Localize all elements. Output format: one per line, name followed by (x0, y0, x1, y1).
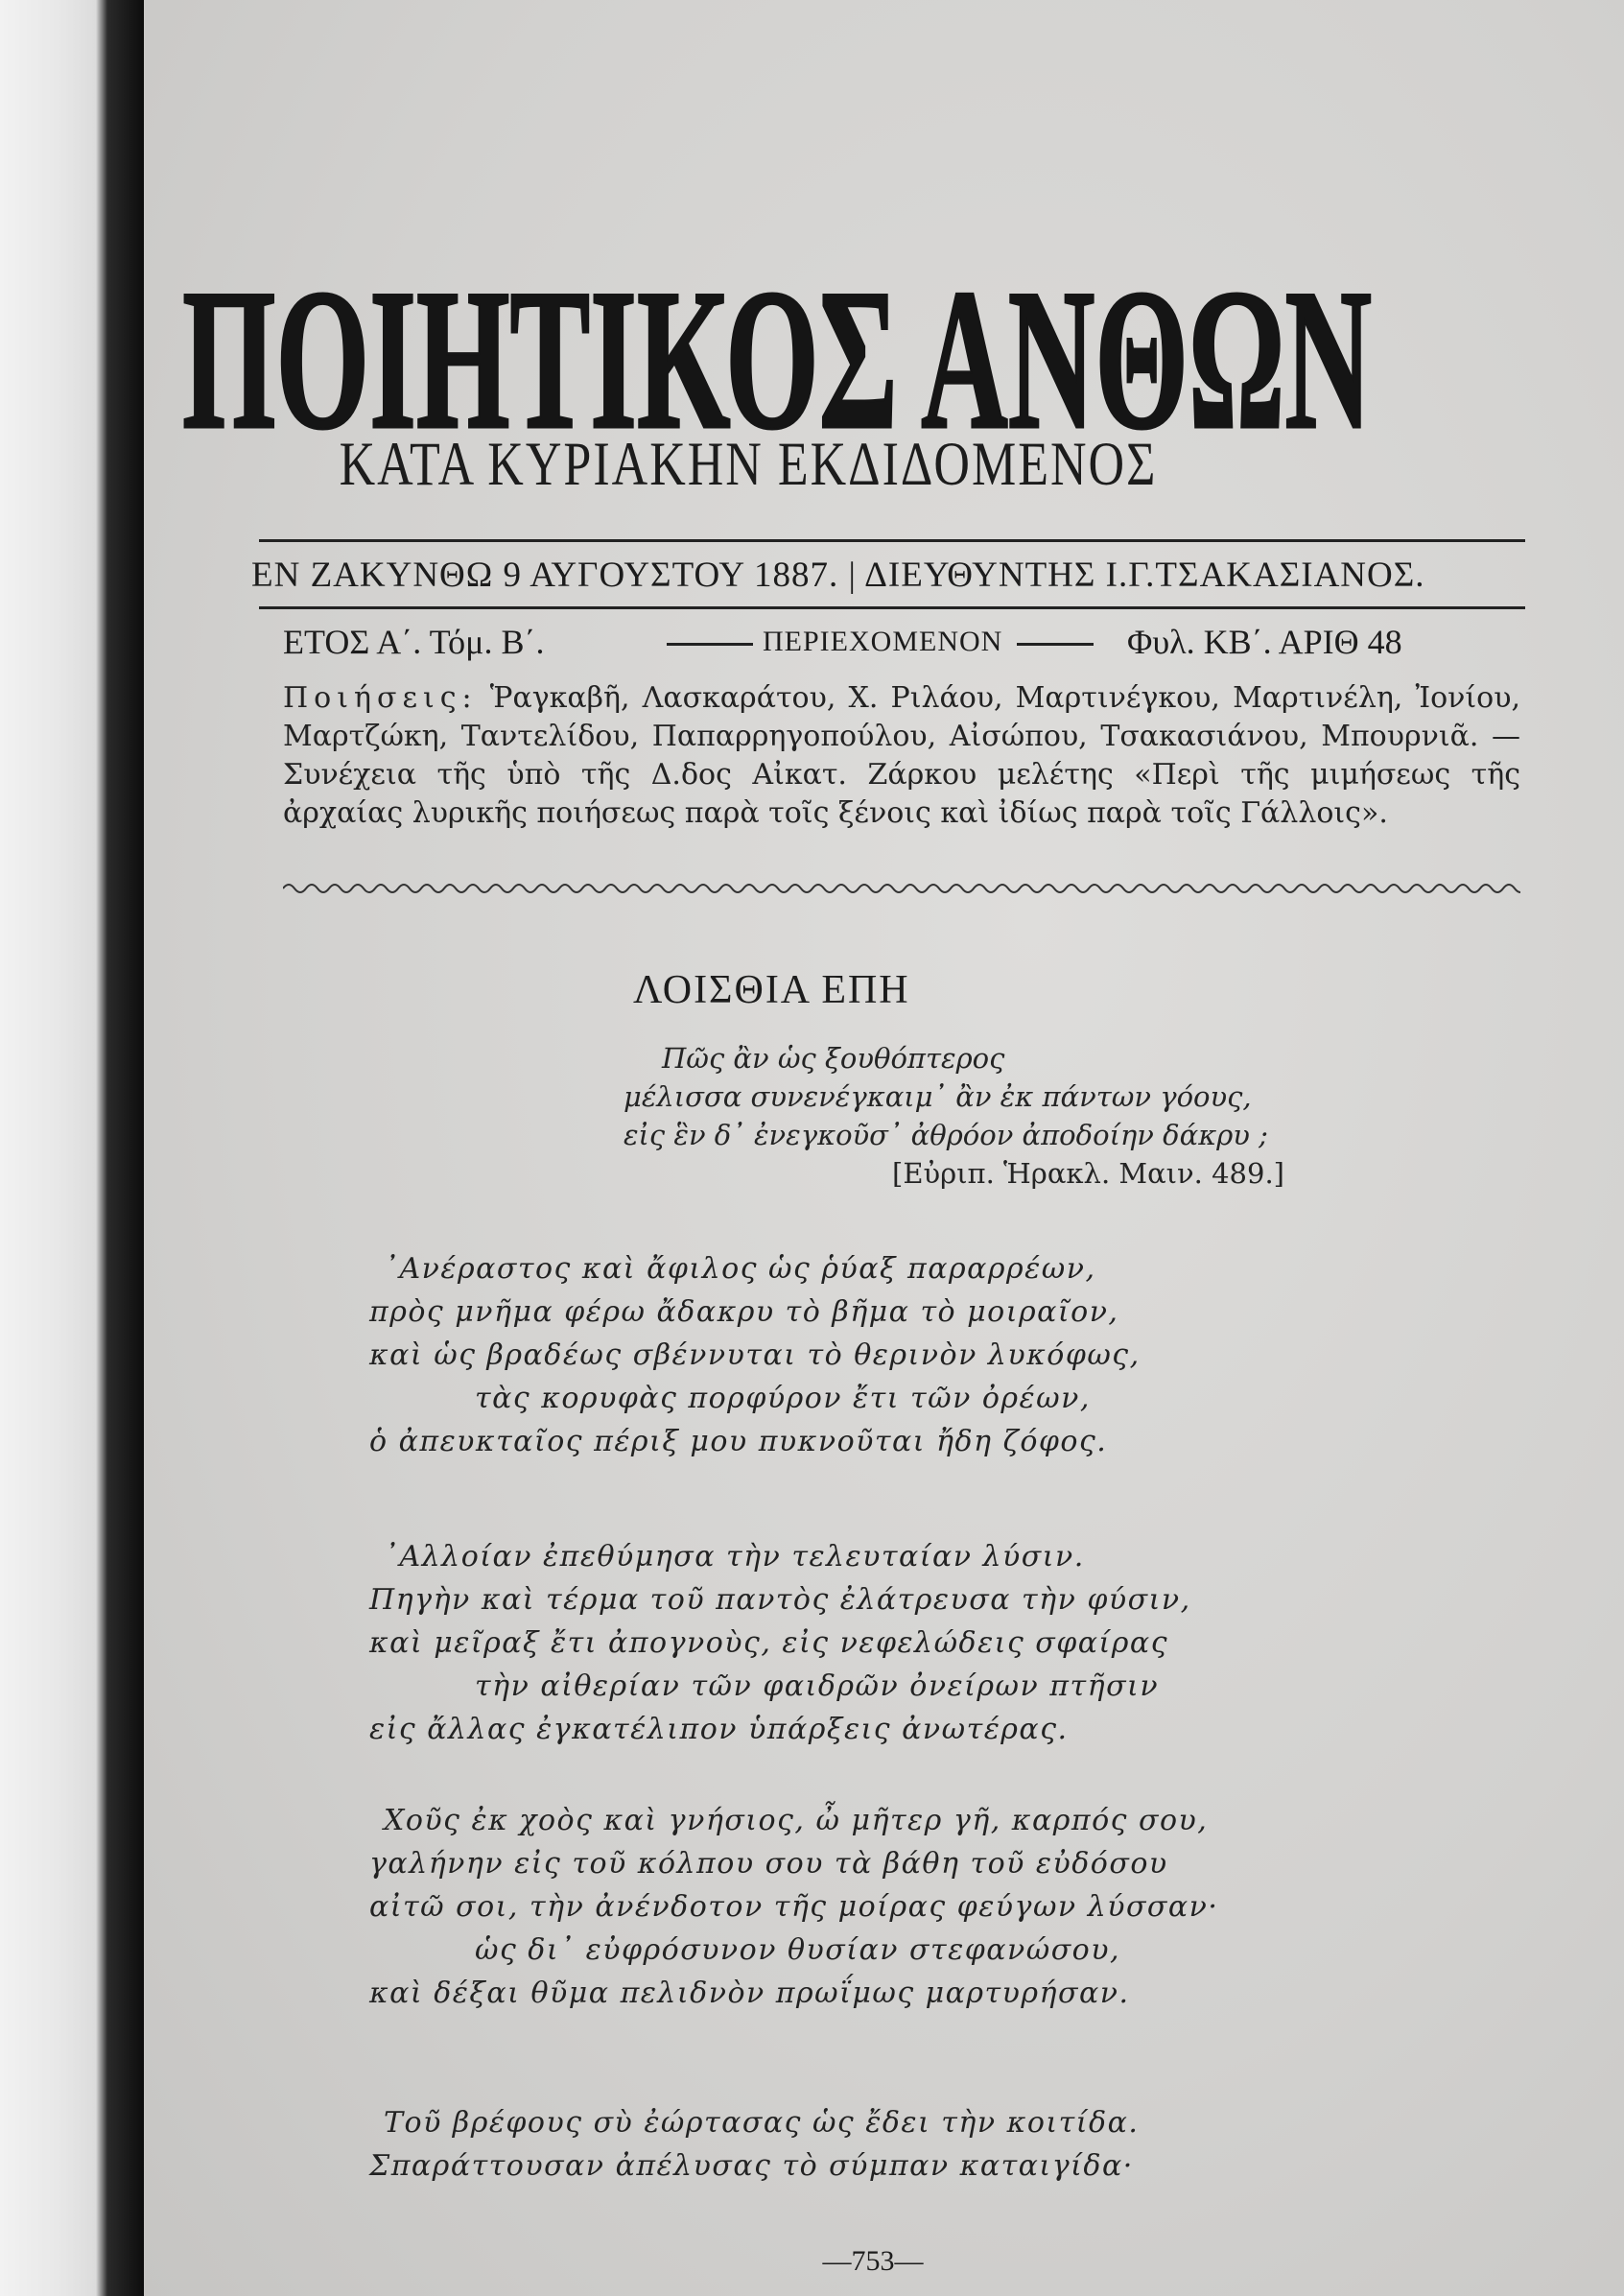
poem-line: καὶ μεῖραξ ἔτι ἀπογνοὺς, εἰς νεφελώδεις σφαίρας (369, 1626, 1168, 1660)
wavy-divider (283, 881, 1520, 896)
epigraph-line: εἰς ἓν δ᾽ ἐνεγκοῦσ᾽ ἀθρόον ἀποδοίην δάκρυ ; (624, 1119, 1268, 1151)
poem-line: γαλήνην εἰς τοῦ κόλπου σου τὰ βάθη τοῦ εὐδόσου (369, 1847, 1168, 1881)
poem-line: Τοῦ βρέφους σὺ ἐώρτασας ὡς ἔδει τὴν κοιτίδα. (384, 2106, 1140, 2140)
poem-line: ὁ ἀπευκταῖος πέριξ μου πυκνοῦται ἤδη ζόφος. (369, 1425, 1108, 1458)
masthead-subtitle: ΚΑΤΑ ΚΥΡΙΑΚΗΝ ΕΚΔΙΔΟΜΕΝΟΣ (339, 430, 1158, 500)
stanza-4 (369, 2101, 1520, 2188)
poem-line: πρὸς μνῆμα φέρω ἄδακρυ τὸ βῆμα τὸ μοιραῖον, (369, 1295, 1119, 1329)
masthead-title: ΠΟΙΗΤΙΚΟΣ ΑΝΘΩΝ (182, 249, 1372, 471)
issue-sheet-number: Φυλ. ΚΒ΄. ΑΡΙΘ 48 (1127, 623, 1402, 661)
contents-label: ΠΕΡΙΕΧΟΜΕΝΟΝ (763, 626, 1003, 657)
contents-text: Ῥαγκαβῆ, Λασκαράτου, Χ. Ριλάου, Μαρτινέγκου, Μαρτινέλη, Ἰονίου, Μαρτζώκη, Ταντελίδου, Παπαρρηγοπούλου, Αἰσώπου, Τσακασιάνου, Μπουρνιᾶ. —Συνέχεια τῆς ὑπὸ τῆς Δ.δος Αἰκατ. Ζάρκου μελέτης «Περὶ τῆς μιμήσεως τῆς ἀρχαίας λυρικῆς ποιήσεως παρὰ τοῖς ξένοις καὶ ἰδίως παρὰ τοῖς Γάλλοις». (283, 681, 1520, 830)
poem-line: ᾽Ανέραστος καὶ ἄφιλος ὡς ῥύαξ παραρρέων, (384, 1252, 1096, 1286)
issue-year: ΕΤΟΣ Α΄. Τόμ. Β΄. (283, 623, 545, 661)
epigraph (624, 1039, 1487, 1193)
book-binding-shadow (0, 0, 144, 2296)
dateline: ΕΝ ΖΑΚΥΝΘΩ 9 ΑΥΓΟΥΣΤΟΥ 1887. | ΔΙΕΥΘΥΝΤΗΣ Ι.Γ.ΤΣΑΚΑΣΙΑΝΟΣ. (251, 556, 1425, 595)
epigraph-line: Πῶς ἂν ὡς ξουθόπτερος (662, 1042, 1005, 1075)
right-ornament-rule (1017, 643, 1094, 646)
poem-line: τὰς κορυφὰς πορφύρον ἔτι τῶν ὀρέων, (475, 1382, 1091, 1415)
stanza-1 (369, 1247, 1520, 1463)
poem-line: καὶ δέξαι θῦμα πελιδνὸν πρωΐμως μαρτυρήσαν. (369, 1976, 1130, 2010)
epigraph-line: μέλισσα συνενέγκαιμ᾽ ἂν ἐκ πάντων γόους, (624, 1080, 1252, 1113)
dateline-rule (259, 606, 1525, 609)
poem-line: ὡς δι᾽ εὐφρόσυνον θυσίαν στεφανώσου, (475, 1933, 1121, 1967)
poem-title: ΛΟΙΣΘΙΑ ΕΠΗ (633, 968, 910, 1012)
stanza-3 (369, 1799, 1520, 2015)
stanza-2 (369, 1535, 1520, 1751)
poem-line: εἰς ἄλλας ἐγκατέλιπον ὑπάρξεις ἀνωτέρας. (369, 1713, 1069, 1746)
poem-line: ᾽Αλλοίαν ἐπεθύμησα τὴν τελευταίαν λύσιν. (384, 1540, 1085, 1574)
top-rule (259, 539, 1525, 542)
poem-line: Σπαράττουσαν ἀπέλυσας τὸ σύμπαν καταιγίδα· (369, 2149, 1134, 2183)
left-ornament-rule (667, 643, 753, 646)
poem-line: καὶ ὡς βραδέως σβέννυται τὸ θερινὸν λυκόφως, (369, 1338, 1141, 1372)
page-number: —753— (822, 2245, 924, 2277)
poem-line: αἰτῶ σοι, τὴν ἀνένδοτον τῆς μοίρας φεύγων λύσσαν· (369, 1890, 1219, 1924)
epigraph-citation: [Εὐριπ. Ἡρακλ. Μαιν. 489.] (892, 1157, 1284, 1190)
contents-summary (283, 679, 1520, 833)
issue-info-row (283, 622, 1520, 670)
poem-line: Πηγὴν καὶ τέρμα τοῦ παντὸς ἐλάτρευσα τὴν φύσιν, (369, 1583, 1191, 1617)
contents-lead: Ποιήσεις: (283, 681, 478, 715)
poem-line: τὴν αἰθερίαν τῶν φαιδρῶν ὀνείρων πτῆσιν (475, 1669, 1160, 1703)
poem-line: Χοῦς ἐκ χοὸς καὶ γνήσιος, ὦ μῆτερ γῆ, καρπός σου, (384, 1804, 1209, 1837)
